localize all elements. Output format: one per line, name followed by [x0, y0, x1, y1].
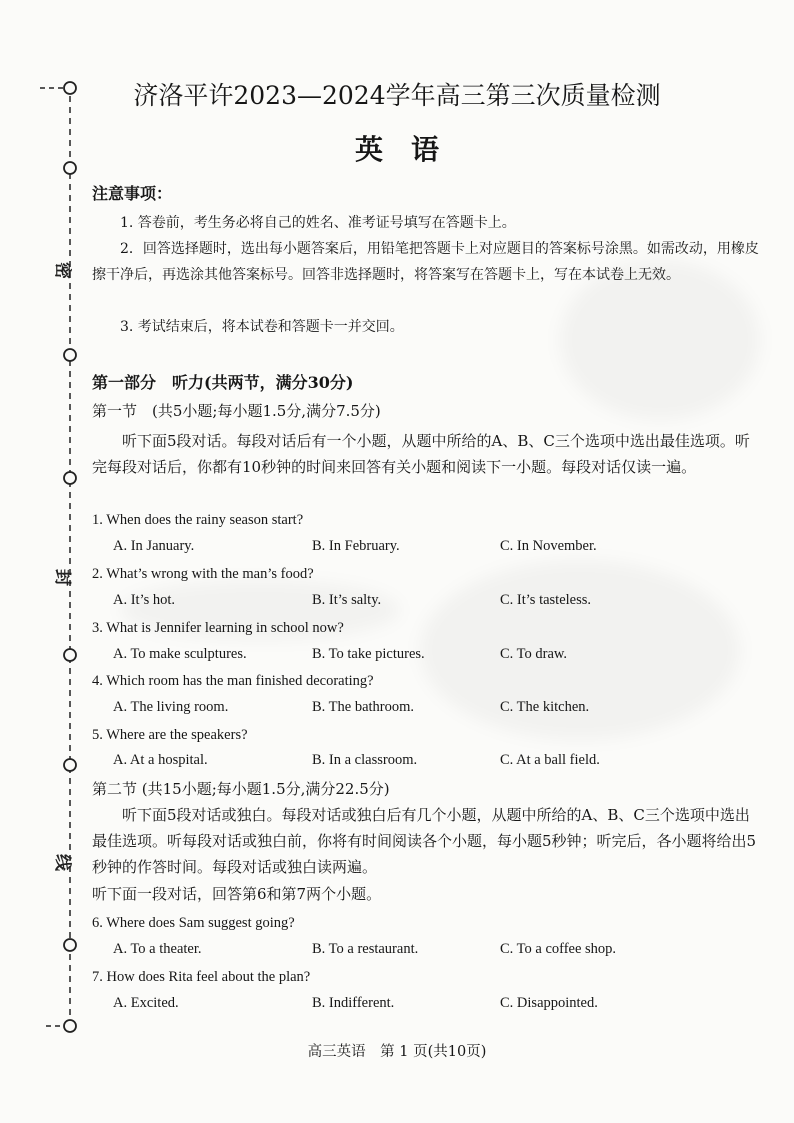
section1-heading: 第一节 (共5小题;每小题1.5分,满分7.5分) — [92, 402, 381, 420]
option-c: C. To a coffee shop. — [500, 941, 617, 957]
page-footer: 高三英语 第 1 页(共10页) — [307, 1044, 487, 1060]
option-c: C. To draw. — [500, 646, 568, 662]
question-stem: 6. Where does Sam suggest going? — [92, 915, 295, 931]
option-a: A. The living room. — [113, 699, 229, 715]
binding-char-feng: 封 — [52, 569, 72, 586]
section2-sub-instruction: 听下面一段对话，回答第6和第7两个小题。 — [92, 885, 382, 903]
option-a: A. To make sculptures. — [113, 646, 247, 662]
binding-hole-circle — [64, 349, 76, 361]
option-b: B. The bathroom. — [312, 699, 415, 715]
option-a: A. To a theater. — [113, 941, 202, 957]
exam-title: 济洛平许2023—2024学年高三第三次质量检测 — [133, 81, 661, 110]
section1-instructions: 听下面5段对话。每段对话后有一个小题，从题中所给的A、B、C三个选项中选出最佳选项。听完每段对话后，你都有10秒钟的时间来回答有关小题和阅读下一小题。每段对话仅读一遍。 — [92, 432, 750, 476]
section2-instructions: 听下面5段对话或独白。每段对话或独白后有几个小题，从题中所给的A、B、C三个选项中选出最佳选项。听每段对话或独白前，你将有时间阅读各个小题，每小题5秒钟；听完后，各小题将给出5秒钟的作答时间。每段对话或独白读两遍。 — [92, 806, 757, 876]
option-b: B. In a classroom. — [312, 752, 418, 768]
binding-char-mi: 密 — [52, 262, 72, 279]
option-c: C. The kitchen. — [500, 699, 590, 715]
notice-item-1: 1. 答卷前，考生务必将自己的姓名、准考证号填写在答题卡上。 — [120, 215, 516, 231]
option-c: C. Disappointed. — [500, 995, 598, 1011]
notice-item-3: 3. 考试结束后，将本试卷和答题卡一并交回。 — [120, 319, 404, 335]
option-b: B. Indifferent. — [312, 995, 395, 1011]
notice-item-2: 2．回答选择题时，选出每小题答案后，用铅笔把答题卡上对应题目的答案标号涂黑。如需改动，用橡皮擦干净后，再选涂其他答案标号。回答非选择题时，将答案写在答题卡上，写在本试卷上无效。 — [92, 241, 759, 283]
question-stem: 1. When does the rainy season start? — [92, 512, 304, 528]
binding-char-xian: 线 — [52, 854, 72, 871]
binding-hole-circle — [64, 472, 76, 484]
option-b: B. To take pictures. — [312, 646, 425, 662]
question-stem: 4. Which room has the man finished decorating? — [92, 673, 374, 689]
binding-line-graphic — [0, 0, 90, 1123]
part1-heading: 第一部分 听力(共两节，满分30分) — [92, 373, 354, 392]
option-a: A. It’s hot. — [113, 592, 176, 608]
binding-line — [0, 0, 90, 1123]
option-c: C. In November. — [500, 538, 597, 554]
section2-heading: 第二节 (共15小题;每小题1.5分,满分22.5分) — [92, 780, 390, 798]
option-a: A. At a hospital. — [113, 752, 208, 768]
binding-hole-circle — [64, 1020, 76, 1032]
binding-hole-circle — [64, 649, 76, 661]
option-c: C. At a ball field. — [500, 752, 600, 768]
option-a: A. In January. — [113, 538, 195, 554]
question-stem: 5. Where are the speakers? — [92, 727, 248, 743]
option-a: A. Excited. — [113, 995, 179, 1011]
binding-hole-circle — [64, 939, 76, 951]
subject-title: 英语 — [354, 133, 467, 166]
option-c: C. It’s tasteless. — [500, 592, 592, 608]
notice-heading: 注意事项： — [92, 184, 173, 203]
option-b: B. In February. — [312, 538, 400, 554]
option-b: B. To a restaurant. — [312, 941, 419, 957]
option-b: B. It’s salty. — [312, 592, 382, 608]
binding-hole-circle — [64, 759, 76, 771]
question-stem: 2. What’s wrong with the man’s food? — [92, 566, 314, 582]
question-stem: 7. How does Rita feel about the plan? — [92, 969, 311, 985]
question-stem: 3. What is Jennifer learning in school now? — [92, 620, 344, 636]
